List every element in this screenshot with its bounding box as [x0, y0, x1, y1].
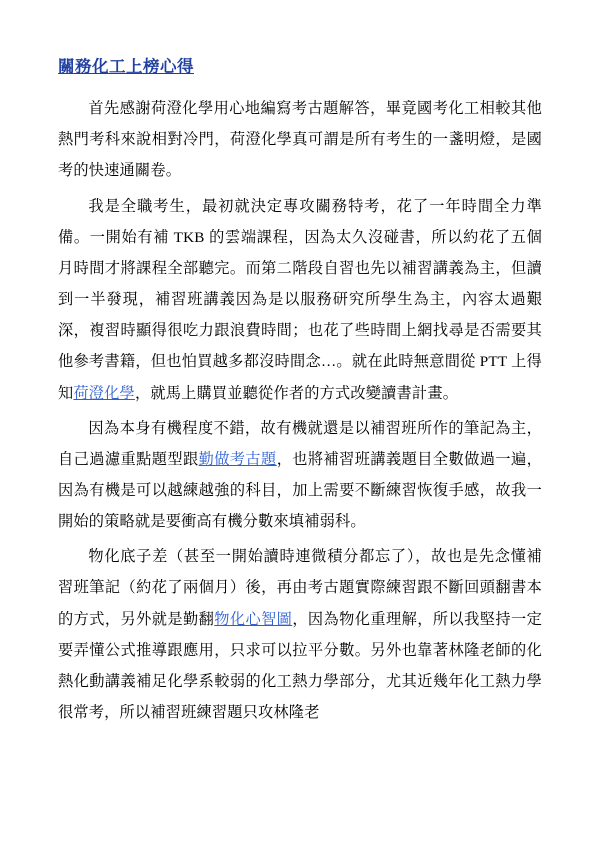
inline-link[interactable]: 荷澄化學: [73, 384, 135, 402]
paragraph-list: [58, 93, 542, 728]
page-title: 關務化工上榜心得: [58, 58, 194, 76]
inline-link[interactable]: 勤做考古題: [198, 450, 277, 468]
paragraph-text: 因為本身有機程度不錯，故有機就還是以補習班所作的筆記為主，自己過濾重點題型跟: [58, 419, 542, 468]
paragraph-text: ，也將補習班講義題目全數做過一遍，因為有機是可以越練越強的科目，加上需要不斷練習恢復手感，故我一開始的策略就是要衝高有機分數來填補弱科。: [58, 450, 542, 531]
paragraph-text: 我是全職考生，最初就決定專攻關務特考，花了一年時間全力準備。一開始有補 TKB 的雲端課程，因為太久沒碰書，所以約花了五個月時間才將課程全部聽完。而第二階段自習也先以補習講義為主，但讀到一半發現，補習班講義因為是以服務研究所學生為主，內容太過艱深，複習時顯得很吃力跟浪費時間；也花了些時間上網找尋是否需要其他參考書籍，但也怕買越多都沒時間念…。就在此時無意間從 PTT 上得知: [58, 197, 542, 402]
paragraph-text: ，因為物化重理解，所以我堅持一定要弄懂公式推導跟應用，只求可以拉平分數。另外也靠著林隆老師的化熱化動講義補足化學系較弱的化工熱力學部分，尤其近幾年化工熱力學很常考，所以補習班練習題只攻林隆老: [58, 610, 543, 722]
paragraph: [58, 413, 542, 538]
document-content: [58, 56, 542, 732]
paragraph-text: 物化底子差（甚至一開始讀時連微積分都忘了），故也是先念懂補習班筆記（約花了兩個月）後，再由考古題實際練習跟不斷回頭翻書本的方式，另外就是勤翻: [58, 548, 542, 628]
paragraph-text: ，就馬上購買並聽從作者的方式改變讀書計畫。: [134, 384, 459, 402]
paragraph: [58, 541, 542, 728]
paragraph: [58, 93, 542, 186]
paragraph-text: 首先感謝荷澄化學用心地編寫考古題解答，畢竟國考化工相較其他熱門考科來說相對冷門，荷澄化學真可謂是所有考生的一盞明燈，是國考的快速通關卷。: [58, 100, 542, 180]
inline-link[interactable]: 物化心智圖: [214, 610, 293, 628]
paragraph: [58, 191, 542, 409]
